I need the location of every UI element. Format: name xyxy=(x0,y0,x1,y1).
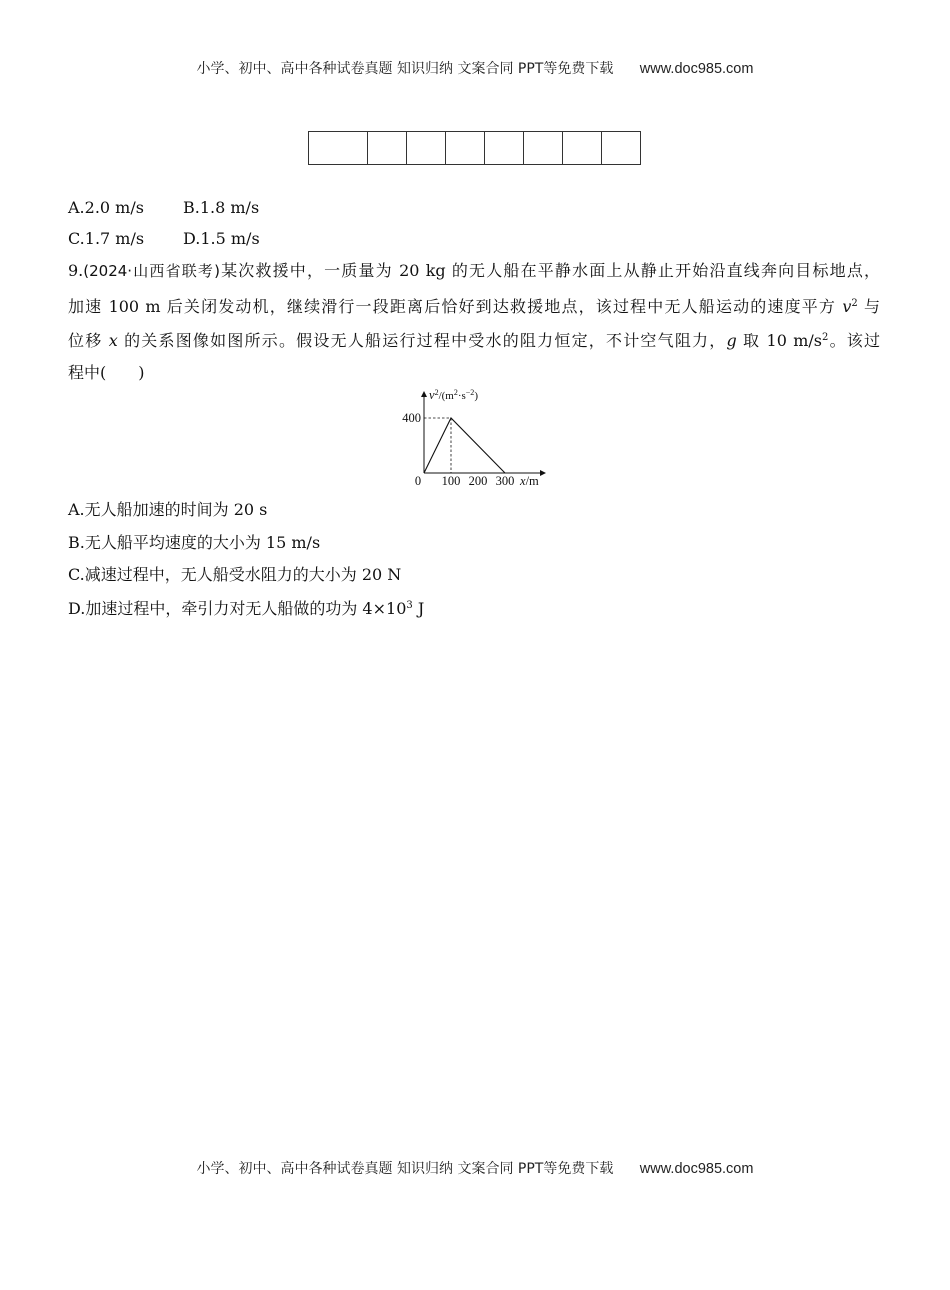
q9-option-d-unit: J xyxy=(412,599,425,618)
q9-option-d-sup: 3 xyxy=(406,600,413,611)
q9-source: (2024·山西省联考) xyxy=(83,262,220,280)
header-url[interactable]: www.doc985.com xyxy=(639,61,754,77)
page-header xyxy=(0,58,950,78)
x-tick-label: 300 xyxy=(495,474,515,488)
x-axis-label: x/m xyxy=(520,474,539,488)
page-footer xyxy=(0,1158,950,1178)
q9-option-d xyxy=(68,596,424,619)
q9-text-1: 某次救援中，一质量为 20 kg 的无人船在平静水面上从静止开始沿直线奔向目标地点， xyxy=(219,261,880,280)
q8-option-b: B.1.8 m/s xyxy=(183,198,260,217)
answer-cell xyxy=(524,132,563,165)
q9-text-3b: 的关系图像如图所示。假设无人船运行过程中受水的阻力恒定，不计空气阻力， xyxy=(117,331,727,350)
header-text: 小学、初中、高中各种试卷真题 知识归纳 文案合同 PPT等免费下载 xyxy=(196,61,614,77)
q9-var-g: g xyxy=(726,331,737,350)
q8-option-c: C.1.7 m/s xyxy=(68,229,145,248)
q9-stem-line-3 xyxy=(68,322,880,357)
answer-cell xyxy=(563,132,602,165)
answer-table xyxy=(308,131,641,165)
y-tick-label: 400 xyxy=(402,411,421,425)
v2-x-graph xyxy=(395,386,565,494)
answer-cell xyxy=(407,132,446,165)
q9-stem-line-4: 程中( ) xyxy=(68,362,145,382)
q9-text-2-end: 与 xyxy=(857,296,880,316)
answer-table-row xyxy=(309,132,641,165)
q8-options-row-2 xyxy=(68,229,260,249)
q9-text-3c: 取 10 m/s xyxy=(736,331,822,350)
y-axis-label: $v^2/(m^2\cdot s^{-2})$ xyxy=(429,388,478,402)
q9-option-c: C.减速过程中，无人船受水阻力的大小为 20 N xyxy=(68,565,402,584)
answer-cell xyxy=(485,132,524,165)
q9-text-3a: 位移 xyxy=(68,331,109,350)
footer-text: 小学、初中、高中各种试卷真题 知识归纳 文案合同 PPT等免费下载 xyxy=(196,1161,614,1177)
q8-option-a: A.2.0 m/s xyxy=(68,198,144,217)
q9-var-v: v xyxy=(842,296,852,316)
answer-cell xyxy=(368,132,407,165)
q9-sup: 2 xyxy=(821,332,829,343)
footer-url[interactable]: www.doc985.com xyxy=(639,1161,754,1177)
q9-option-d-text: D.加速过程中，牵引力对无人船做的功为 4×10 xyxy=(68,599,407,618)
answer-cell xyxy=(446,132,485,165)
q9-stem-line-2 xyxy=(68,288,880,323)
series-line xyxy=(424,418,505,473)
q9-text-3d: 。该过 xyxy=(828,331,880,350)
answer-cell xyxy=(602,132,641,165)
q9-sup: 2 xyxy=(851,297,858,309)
origin-label: 0 xyxy=(414,474,422,488)
x-tick-label: 200 xyxy=(468,474,488,488)
q9-number: 9. xyxy=(68,261,84,280)
q8-option-d: D.1.5 m/s xyxy=(183,229,260,248)
x-tick-label: 100 xyxy=(441,474,461,488)
q9-var-x: x xyxy=(108,331,118,350)
q9-option-a: A.无人船加速的时间为 20 s xyxy=(68,500,268,519)
q9-text-2: 加速 100 m 后关闭发动机，继续滑行一段距离后恰好到达救援地点，该过程中无人船运动的速度平方 xyxy=(68,296,843,316)
q9-stem-line-1 xyxy=(68,255,880,288)
q8-options-row-1 xyxy=(68,198,260,218)
q9-option-b: B.无人船平均速度的大小为 15 m/s xyxy=(68,533,321,552)
answer-cell xyxy=(309,132,368,165)
q9-stem xyxy=(68,255,880,388)
